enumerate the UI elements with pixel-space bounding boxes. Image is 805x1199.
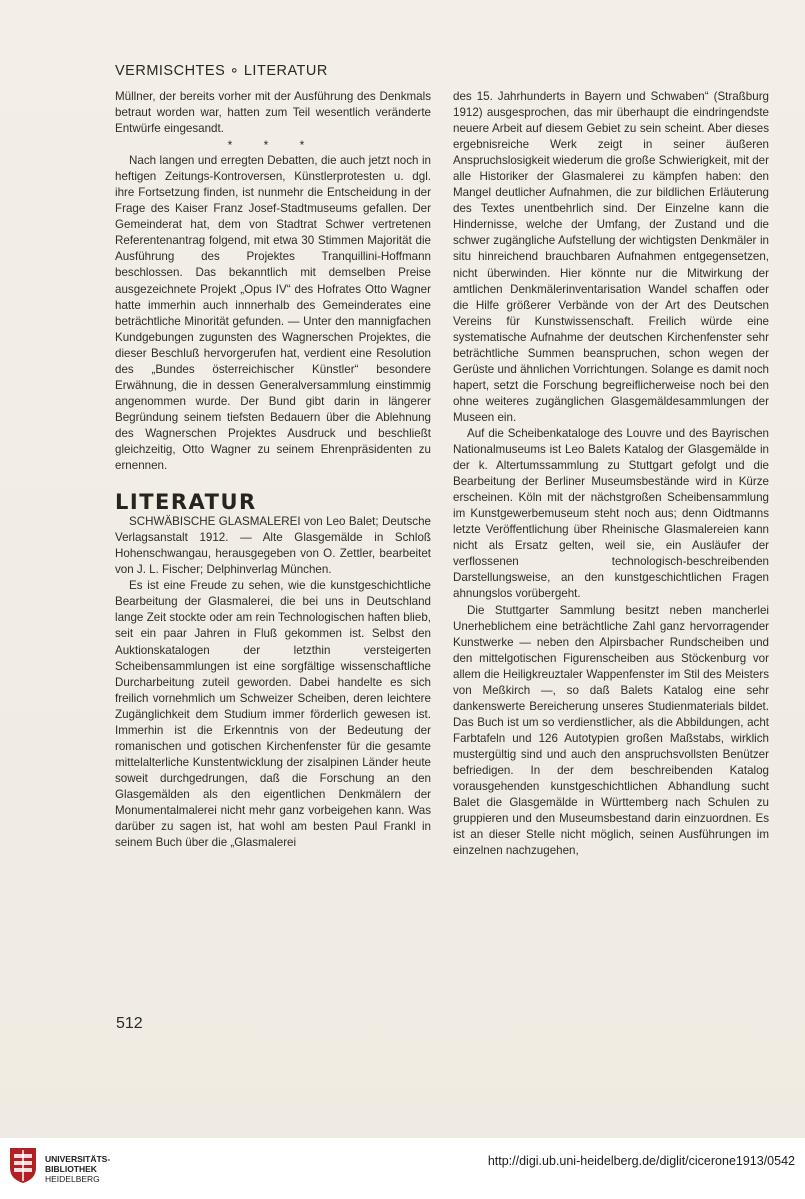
- university-library-logo-icon[interactable]: [8, 1146, 38, 1184]
- running-header: VERMISCHTES ∘ LITERATUR: [115, 63, 328, 79]
- left-column: [115, 89, 431, 851]
- left-paragraph-3-bibliography: SCHWÄBISCHE GLASMALEREI von Leo Balet; Deutsche Verlagsanstalt 1912. — Alte Glasgemälde in Schloß Hohenschwangau, herausgegeben von O. Zettler, bearbeitet von J. L. Fischer; Delphinverlag München.: [115, 515, 431, 577]
- library-name-line-2: BIBLIOTHEK: [45, 1164, 97, 1174]
- right-paragraph-3: Die Stuttgarter Sammlung besitzt neben mancherlei Unerheblichem eine beträchtliche Zahl ganz hervorragender Kunstwerke — neben den Alpirsbacher Rundscheiben und den mittelgotischen Figurenscheiben aus Stöckenburg vor allem die Heiligkreuztaler Wappenfenster im Stil des Meisters von Meßkirch —, so daß Balets Katalog eine sehr dankenswerte Bereicherung unseres Studienmaterials bildet. Das Buch ist um so verdienstlicher, als die Abbildungen, acht Farbtafeln und 126 Autotypien großen Maßstabs, wirklich mustergültig sind und auch den anspruchsvollsten Benützer befriedigen. In der dem beschreibenden Katalog vorausgehenden kunstgeschichtlichen Abhandlung sucht Balet die Glasgemälde in Württemberg nach Schulen zu gruppieren und den Museumsbestand darin einzuordnen. Es ist an dieser Stelle nicht möglich, seinen Ausführungen im einzelnen nachzugehen,: [453, 603, 769, 858]
- source-url-link[interactable]: http://digi.ub.uni-heidelberg.de/diglit/cicerone1913/0542: [487, 1154, 795, 1168]
- right-column: [453, 89, 769, 859]
- section-heading-literatur: LITERATUR: [115, 490, 257, 515]
- library-name-line-3: HEIDELBERG: [45, 1174, 100, 1184]
- left-paragraph-2: Nach langen und erregten Debatten, die auch jetzt noch in heftigen Zeitungs-Kontroversen, Künstlerprotesten u. dgl. ihre Fortsetzung finden, ist nunmehr die Entscheidung in der Frage des Kaiser Franz Josef-Stadtmuseums gefallen. Der Gemeinderat hat, dem von Stadtrat Schwer vertretenen Referentenantrag folgend, mit etwa 30 Stimmen Majorität die Ausführung des Projektes Tranquillini-Hoffmann beschlossen. Das bekanntlich mit demselben Preise ausgezeichnete Projekt „Opus IV“ des Hofrates Otto Wagner hatte immerhin auch innnerhalb des Gemeinderates eine beträchtliche Minorität gefunden. — Unter den mannigfachen Kundgebungen zugunsten des Wagnerschen Projektes, die dieser Beschluß hervorgerufen hat, verdient eine Resolution des „Bundes österreichischer Künstler“ besondere Erwähnung, die in dessen Generalversammlung einstimmig angenommen wurde. Der Bund gibt darin in längerer Begründung seinem tiefsten Bedauern über die Ablehnung des Wagnerschen Projektes Ausdruck und beschließt gleichzeitig, Otto Wagner zu seinem Ehrenpräsidenten zu ernennen.: [115, 154, 431, 473]
- footer-bar: [0, 1138, 805, 1199]
- section-divider-stars: * * *: [227, 138, 319, 153]
- left-paragraph-1: Müllner, der bereits vorher mit der Ausführung des Denkmals betraut worden war, hatten zum Teil wesentlich veränderte Entwürfe eingesandt.: [115, 90, 431, 136]
- library-name: [45, 1154, 110, 1184]
- right-paragraph-2: Auf die Scheibenkataloge des Louvre und des Bayrischen Nationalmuseums ist Leo Balets Katalog der Glasgemälde in der k. Altertumssammlung zu Stuttgart gefolgt und die Bearbeitung der Berliner Museumsbestände wird in Kürze erscheinen. Köln mit der nächstgroßen Scheibensammlung im Kunstgewerbemuseum steht noch aus; denn Oidtmanns letzte Veröffentlichung über Rheinische Glasmalereien kann nicht als Ersatz gelten, weil sie, ein Ausläufer der verflossenen technologisch-beschreibenden Darstellungsweise, an den kunstgeschichtlichen Fragen ahnungslos vorübergeht.: [453, 426, 769, 601]
- library-name-line-1: UNIVERSITÄTS-: [45, 1154, 111, 1164]
- left-paragraph-4: Es ist eine Freude zu sehen, wie die kunstgeschichtliche Bearbeitung der Glasmalerei, die bei uns in Deutschland lange Zeit stockte oder am rein Technologischen haften blieb, seit ein paar Jahren in Fluß gekommen ist. Selbst den Auktionskatalogen der letzthin versteigerten Scheibensammlungen ist eine sorgfältige wissenschaftliche Durcharbeitung zuteil geworden. Dabei handelte es sich freilich vornehmlich um Schweizer Scheiben, deren leichtere Zugänglichkeit dem Studium immer förderlich gewesen ist. Immerhin ist die Erkenntnis von der Bedeutung der romanischen und gotischen Kirchenfenster für die gesamte mittelalterliche Kunstentwicklung der zisalpinen Länder heute soweit durchgedrungen, daß die Forschung an den Glasgemälden als den eigentlichen Denkmälern der Monumentalmalerei nicht mehr ganz vorbeigehen kann. Was darüber zu sagen ist, hat wohl am besten Paul Frankl in seinem Buch über die „Glasmalerei: [115, 579, 431, 850]
- right-paragraph-1: des 15. Jahrhunderts in Bayern und Schwaben“ (Straßburg 1912) ausgesprochen, das mir überhaupt die eindringendste neuere Arbeit auf diesem Gebiet zu sein scheint. Aber dieses ergebnisreiche Werk zeigt in seiner äußeren Anspruchslosigkeit wiederum die große Schwierigkeit, mit der alle Historiker der Glasmalerei zu kämpfen haben: den Mangel deutlicher Aufnahmen, die zur bildlichen Erläuterung des Textes unentbehrlich sind. Der Einzelne kann die Hindernisse, welche der Umfang, der Zustand und die schwer zugängliche Aufstellung der wichtigsten Denkmäler in situ hinreichend brauchbaren Aufnahmen entgegensetzen, nicht überwinden. Hier könnte nur die Mitwirkung der amtlichen Denkmälerinventarisation Wandel schaffen oder die Hilfe größerer Verbände von der Art des Deutschen Vereins für Kunstwissenschaft. Freilich würde eine systematische Aufnahme der deutschen Kirchenfenster sehr beträchtliche Summen beanspruchen, schon wegen der Gerüste und ähnlichen Vorrichtungen. Solange es damit noch hapert, setzt die Forschung begreiflicherweise noch bei den ohne weiteres zugänglichen Glasgemäldesammlungen der Museen ein.: [453, 90, 769, 424]
- page-number: 512: [116, 1015, 143, 1032]
